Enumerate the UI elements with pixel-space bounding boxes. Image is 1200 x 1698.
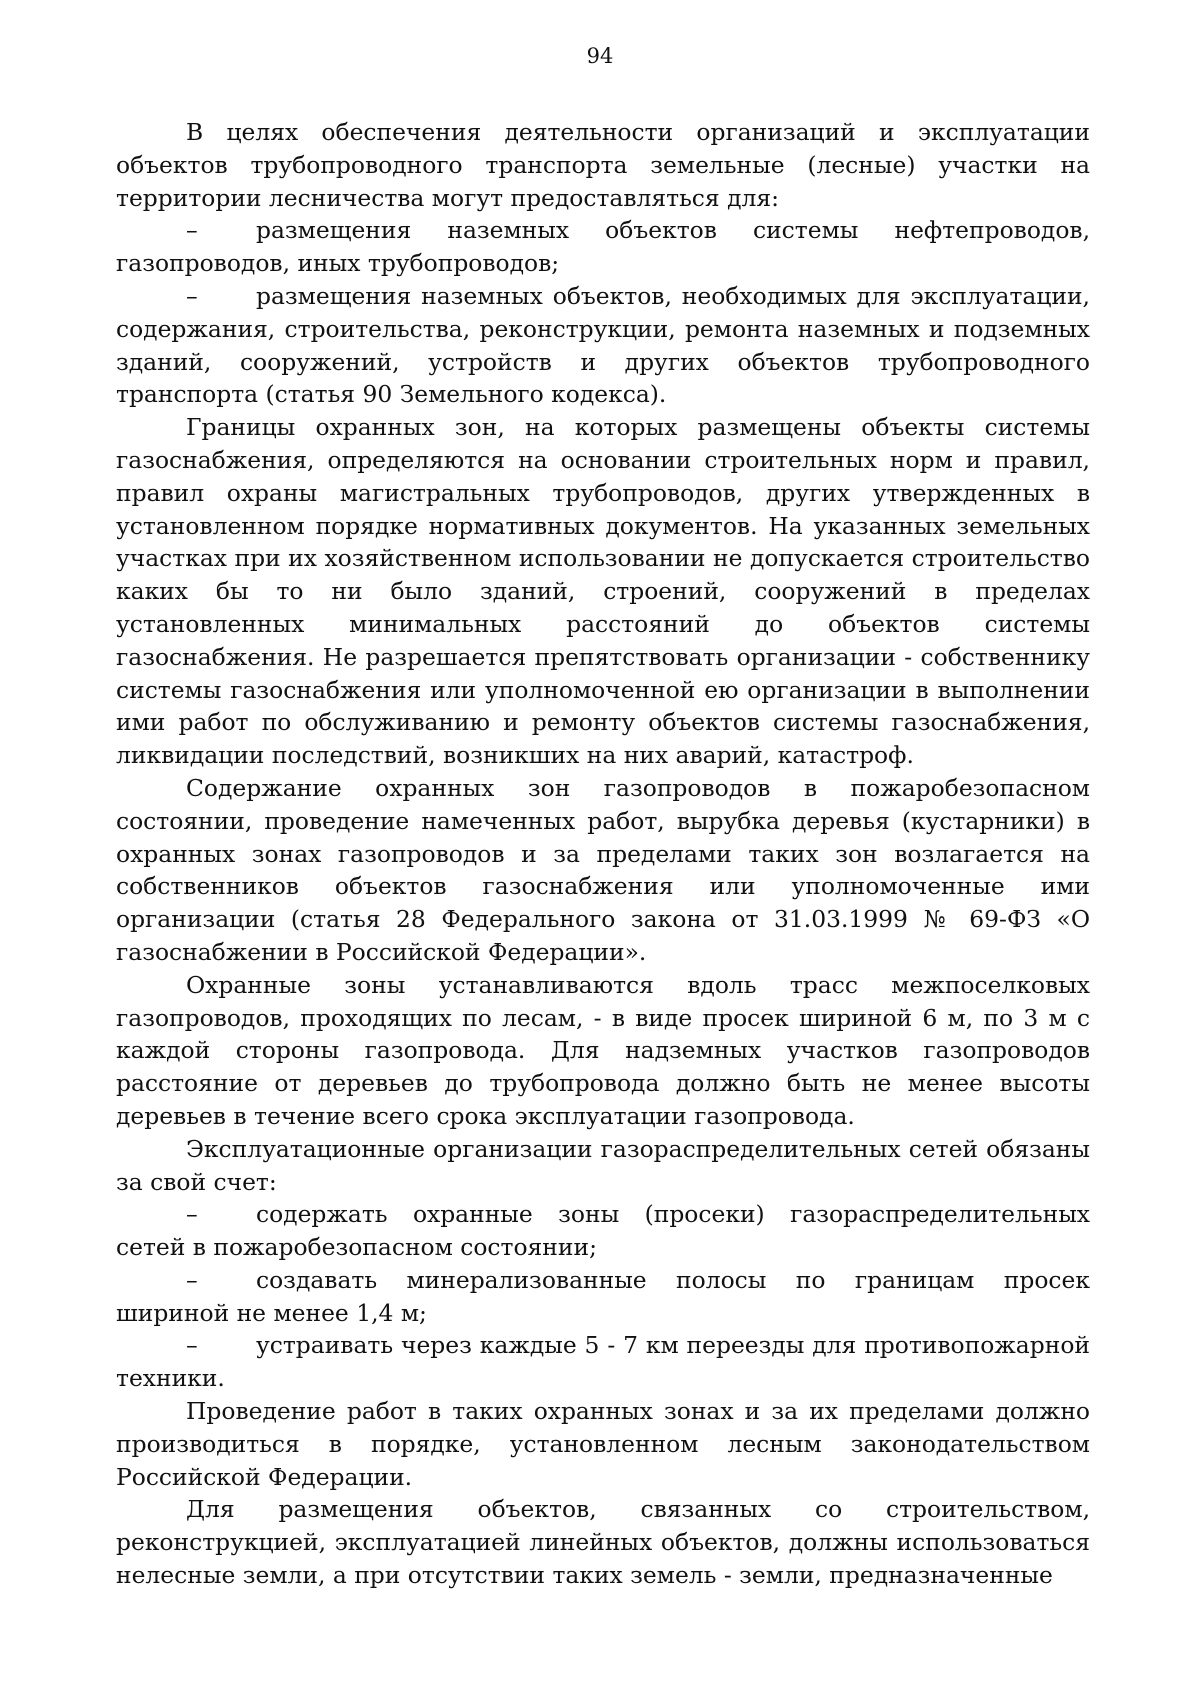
paragraph-6: Проведение работ в таких охранных зонах и за их пределами должно производиться в порядке, установленном лесным законодательством Российской Федерации.	[116, 1397, 1090, 1491]
paragraph-4: Охранные зоны устанавливаются вдоль трасс межпоселковых газопроводов, проходящих по лесам, - в виде просек шириной 6 м, по 3 м с каждой стороны газопровода. Для надземных участков газопроводов расстояние от деревьев до трубопровода должно быть не менее высоты деревьев в течение всего срока эксплуатации газопровода.	[116, 970, 1090, 1130]
paragraph-1: В целях обеспечения деятельности организаций и эксплуатации объектов трубопроводного транспорта земельные (лесные) участки на территории лесничества могут предоставляться для:	[116, 118, 1090, 212]
page-number: 94	[586, 44, 614, 68]
list-item-text: содержать охранные зоны (просеки) газораспределительных сетей в пожаробезопасном состоянии;	[116, 1200, 1090, 1262]
list-item-text: размещения наземных объектов, необходимых для эксплуатации, содержания, строительства, реконструкции, ремонта наземных и подземных зданий, сооружений, устройств и других объектов трубопроводного транспорта (статья 90 Земельного кодекса).	[116, 281, 1090, 409]
list-item-5	[116, 1329, 1090, 1395]
list-dash: –	[186, 216, 198, 245]
list-item-text: создавать минерализованные полосы по границам просек шириной не менее 1,4 м;	[116, 1265, 1090, 1327]
list-item-1	[116, 214, 1090, 280]
paragraph-7: Для размещения объектов, связанных со строительством, реконструкцией, эксплуатацией линейных объектов, должны использоваться нелесные земли, а при отсутствии таких земель - земли, предназначенные	[116, 1495, 1090, 1590]
paragraph-3: Содержание охранных зон газопроводов в пожаробезопасном состоянии, проведение намеченных работ, вырубка деревья (кустарники) в охранных зонах газопроводов и за пределами таких зон возлагается на собственников объектов газоснабжения или уполномоченные ими организации (статья 28 Федерального закона от 31.03.1999 № 69-ФЗ «О газоснабжении в Российской Федерации».	[116, 773, 1090, 966]
list-item-4	[116, 1264, 1090, 1330]
paragraph-2: Границы охранных зон, на которых размещены объекты системы газоснабжения, определяются на основании строительных норм и правил, правил охраны магистральных трубопроводов, других утвержденных в установленном порядке нормативных документов. На указанных земельных участках при их хозяйственном использовании не допускается строительство каких бы то ни было зданий, строений, сооружений в пределах установленных минимальных расстояний до объектов системы газоснабжения. Не разрешается препятствовать организации - собственнику системы газоснабжения или уполномоченной ею организации в выполнении ими работ по обслуживанию и ремонту объектов системы газоснабжения, ликвидации последствий, возникших на них аварий, катастроф.	[116, 413, 1090, 770]
list-item-2	[116, 280, 1090, 411]
list-dash: –	[186, 1200, 198, 1229]
list-item-3	[116, 1198, 1090, 1264]
list-dash: –	[186, 1265, 198, 1294]
paragraph-5: Эксплуатационные организации газораспределительных сетей обязаны за свой счет:	[116, 1134, 1090, 1196]
document-body	[116, 116, 1090, 1592]
list-item-text: размещения наземных объектов системы нефтепроводов, газопроводов, иных трубопроводов;	[116, 216, 1090, 278]
list-item-text: устраивать через каждые 5 - 7 км переезды для противопожарной техники.	[116, 1331, 1090, 1393]
list-dash: –	[186, 1331, 198, 1360]
list-dash: –	[186, 281, 198, 310]
